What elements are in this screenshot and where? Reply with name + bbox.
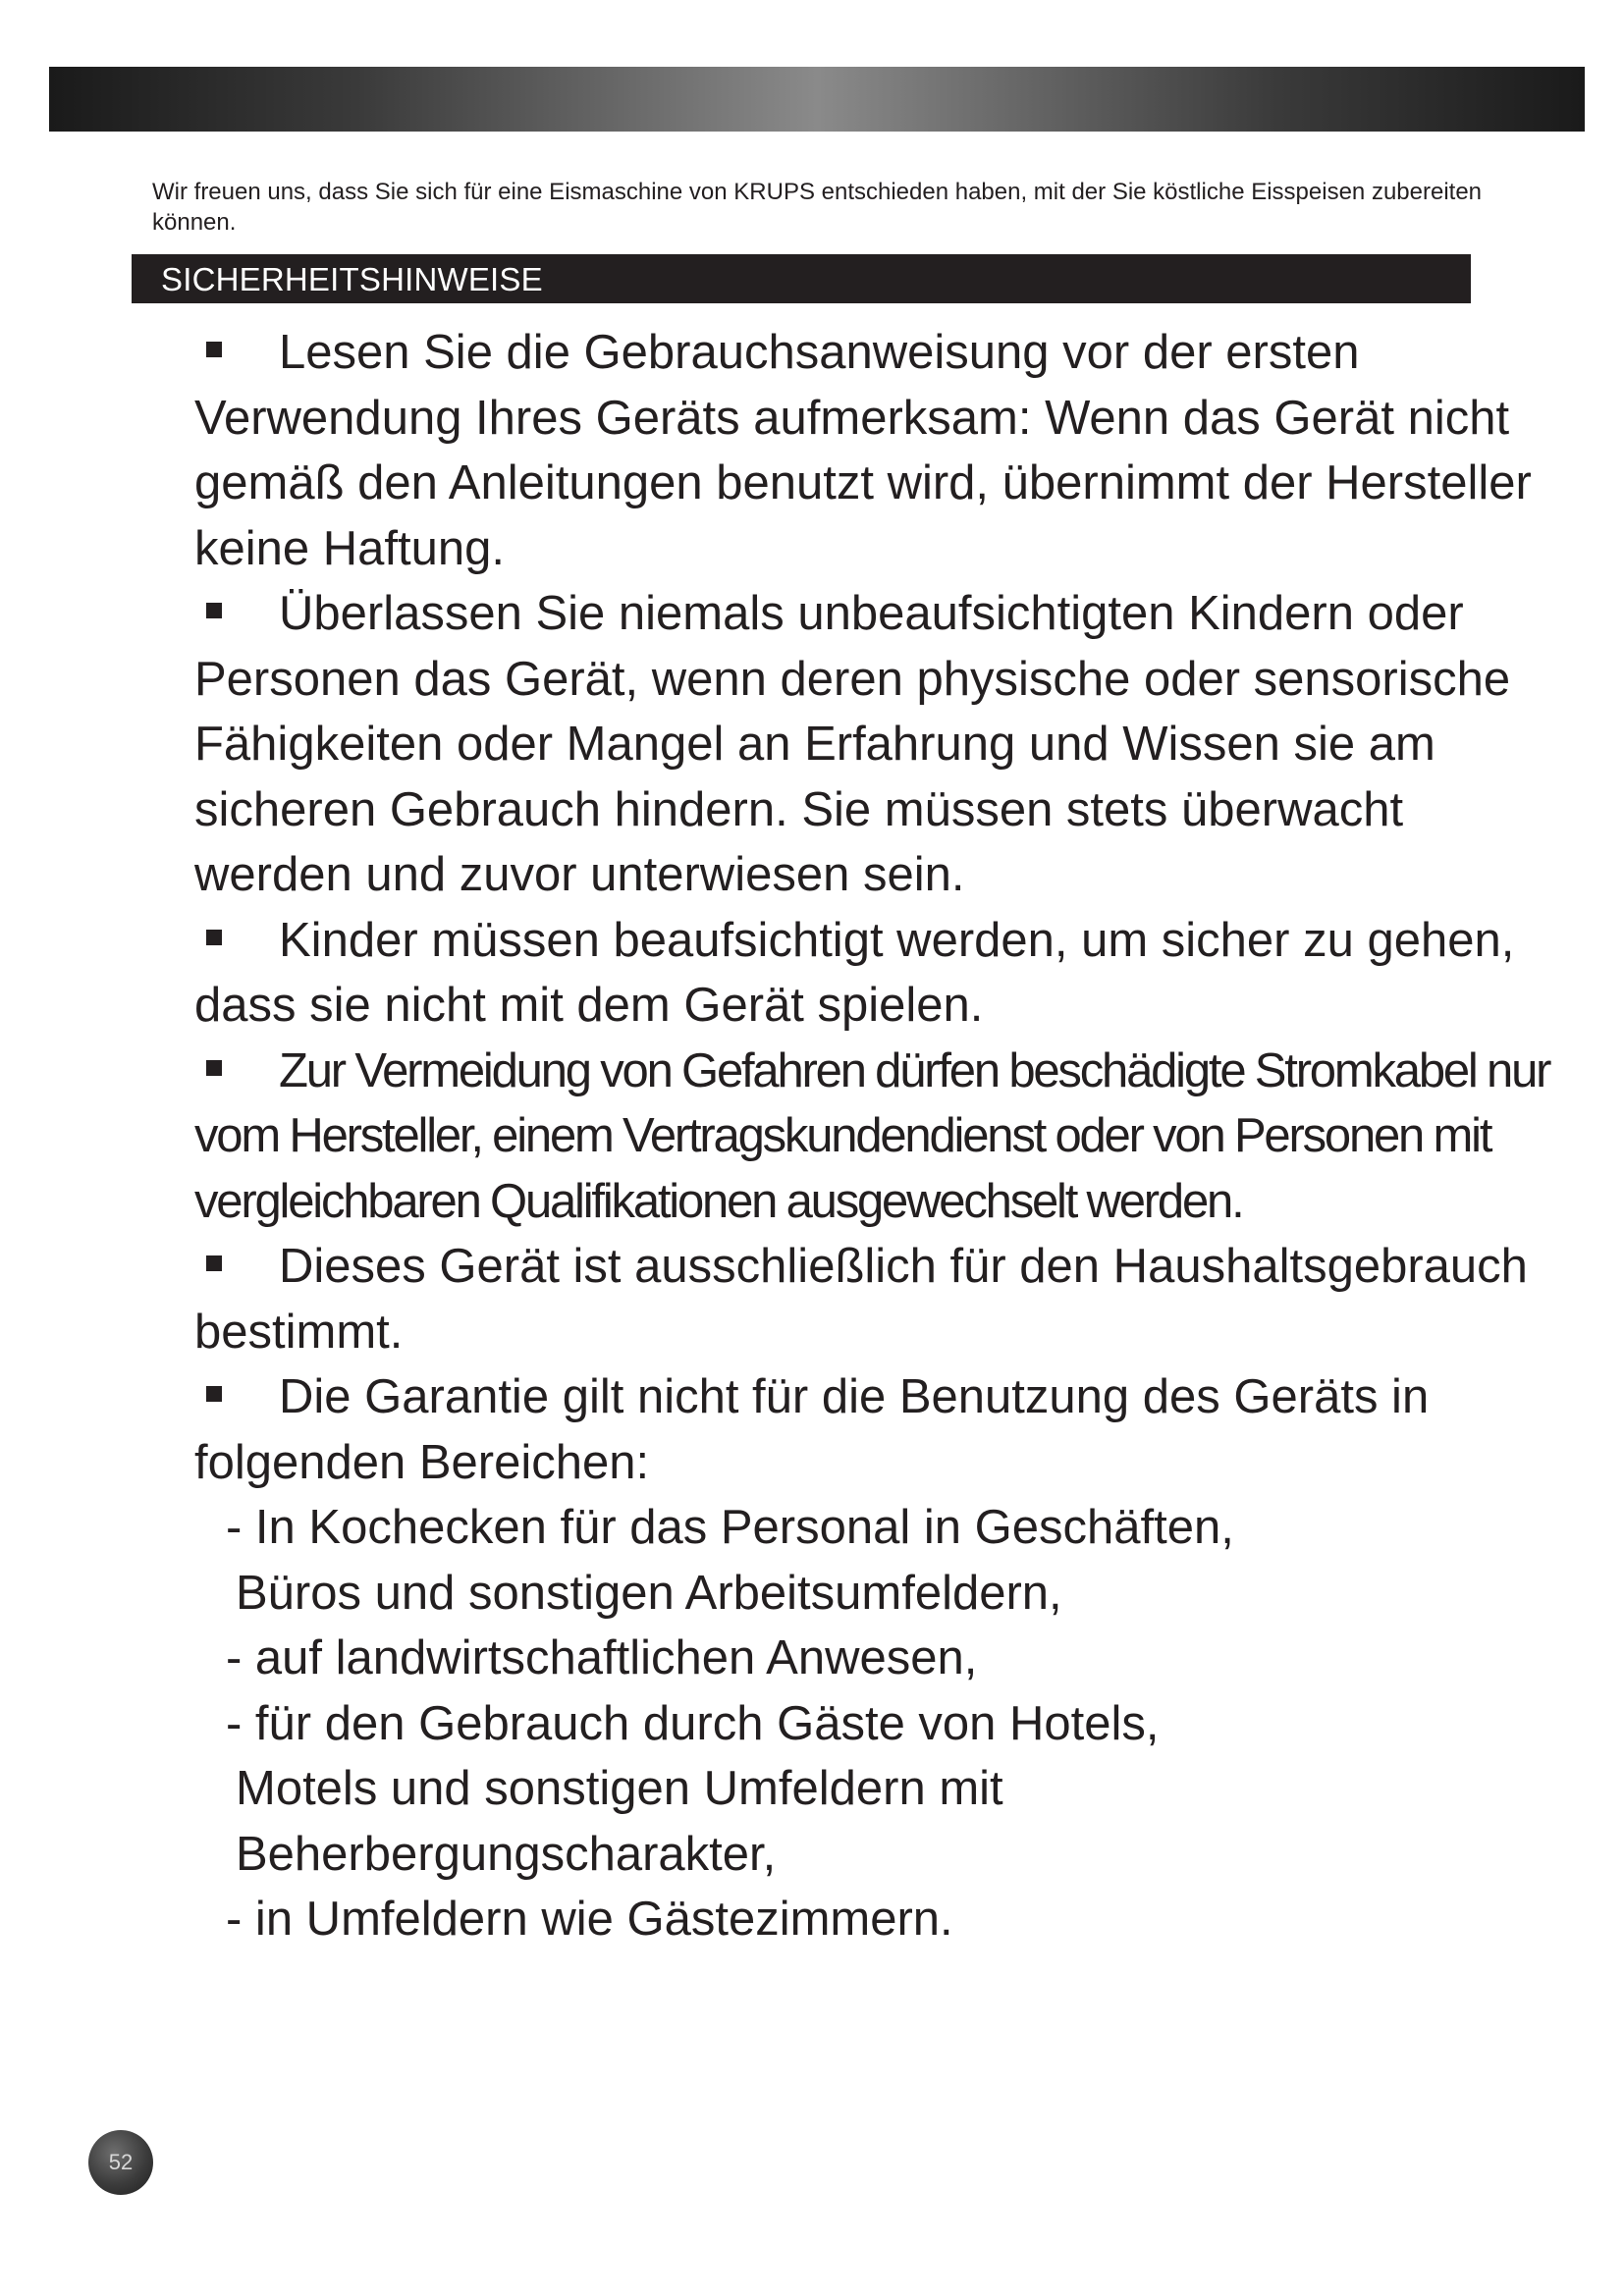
list-item bbox=[194, 908, 1559, 1039]
sub-list-item-continuation: Büros und sonstigen Arbeitsumfeldern, bbox=[236, 1566, 1062, 1620]
sub-list-item bbox=[194, 1626, 1559, 1691]
bullet-icon bbox=[206, 1255, 222, 1271]
bullet-icon bbox=[206, 1386, 222, 1402]
bullet-icon bbox=[206, 342, 222, 357]
list-item-text: Dieses Gerät ist ausschließlich für den Haushaltsgebrauch bestimmt. bbox=[194, 1240, 1528, 1359]
sub-list-item bbox=[194, 1887, 1559, 1952]
bullet-icon bbox=[206, 603, 222, 618]
list-item bbox=[194, 1234, 1559, 1364]
bullet-icon bbox=[206, 1060, 222, 1076]
sub-list-item-text: - In Kochecken für das Personal in Geschäften, bbox=[226, 1501, 1234, 1554]
section-title: SICHERHEITSHINWEISE bbox=[161, 261, 543, 297]
sub-list-item bbox=[194, 1495, 1559, 1626]
intro-text: Wir freuen uns, dass Sie sich für eine Eismaschine von KRUPS entschieden haben, mit der Sie köstliche Eisspeisen zubereiten können. bbox=[152, 179, 1483, 236]
safety-instructions bbox=[194, 320, 1559, 1952]
bullet-icon bbox=[206, 930, 222, 945]
list-item-text: Lesen Sie die Gebrauchsanweisung vor der ersten Verwendung Ihres Geräts aufmerksam: Wenn das Gerät nicht gemäß den Anleitungen benutzt wird, übernimmt der Hersteller keine Haftung. bbox=[194, 326, 1532, 575]
list-item-text: Zur Vermeidung von Gefahren dürfen beschädigte Stromkabel nur vom Hersteller, einem Vertragskundendienst oder von Personen mit vergleichbaren Qualifikationen ausgewechselt werden. bbox=[194, 1043, 1550, 1228]
section-header bbox=[132, 254, 1471, 303]
sub-list-item-text: - in Umfeldern wie Gästezimmern. bbox=[226, 1893, 953, 1946]
page-number-badge: 52 bbox=[88, 2130, 153, 2195]
list-item-text: Überlassen Sie niemals unbeaufsichtigten Kindern oder Personen das Gerät, wenn deren physische oder sensorische Fähigkeiten oder Mangel an Erfahrung und Wissen sie am sicheren Gebrauch hindern. Sie müssen stets überwacht werden und zuvor unterwiesen sein. bbox=[194, 587, 1511, 901]
list-item bbox=[194, 581, 1559, 908]
sub-list-item-continuation: Motels und sonstigen Umfeldern mit bbox=[236, 1762, 1003, 1815]
list-item-text: Die Garantie gilt nicht für die Benutzung des Geräts in folgenden Bereichen: bbox=[194, 1370, 1430, 1489]
header-gradient-bar bbox=[49, 67, 1585, 132]
sub-list-item-text: - für den Gebrauch durch Gäste von Hotels, bbox=[226, 1696, 1160, 1750]
sub-list-item-continuation: Beherbergungscharakter, bbox=[236, 1827, 777, 1881]
sub-list-item-text: - auf landwirtschaftlichen Anwesen, bbox=[226, 1631, 978, 1684]
sub-list-item bbox=[194, 1691, 1559, 1888]
list-item bbox=[194, 320, 1559, 581]
list-item-text: Kinder müssen beaufsichtigt werden, um sicher zu gehen, dass sie nicht mit dem Gerät spielen. bbox=[194, 913, 1515, 1032]
list-item bbox=[194, 1039, 1559, 1235]
list-item bbox=[194, 1364, 1559, 1495]
